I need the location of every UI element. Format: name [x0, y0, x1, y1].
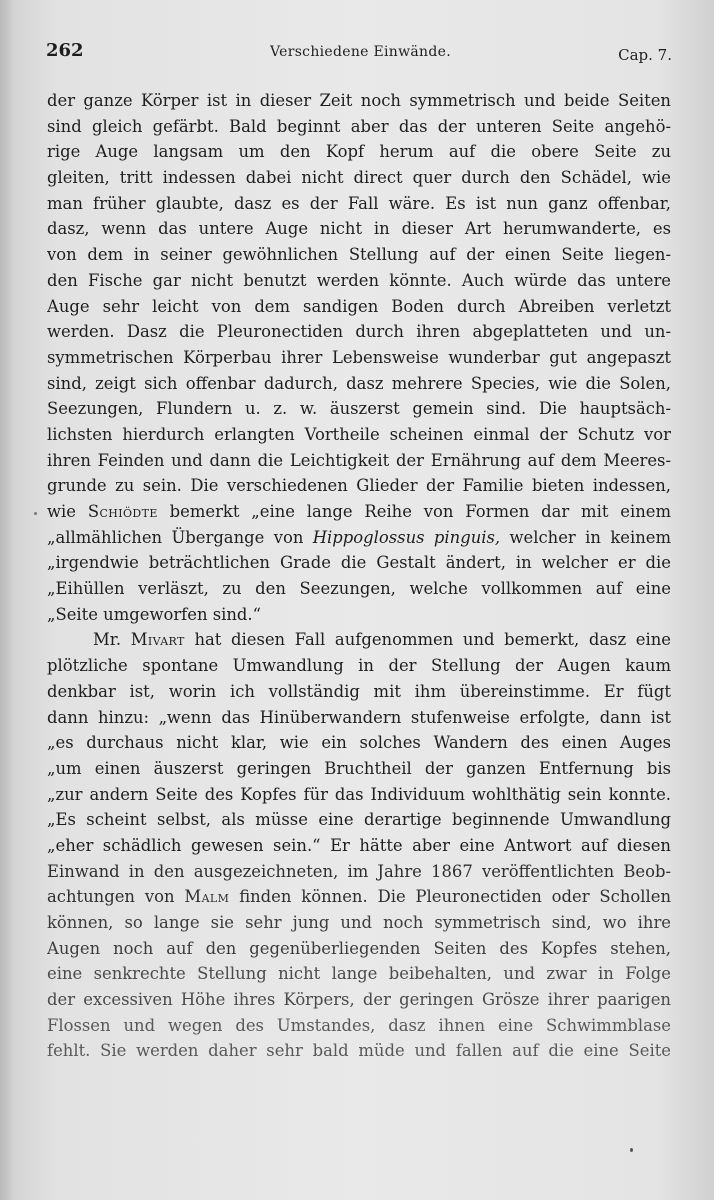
text-line: Auge sehr leicht von dem sandigen Boden durch Abreiben verletzt: [47, 296, 671, 316]
text-span: „allmählichen Übergange von: [47, 527, 313, 547]
page-edge-shadow: [0, 0, 14, 1200]
print-speck: [34, 512, 37, 515]
text-line: [47, 884, 671, 910]
text-line: grunde zu sein. Die verschiedenen Glieder der Familie bieten indessen,: [47, 476, 671, 496]
text-line: sind gleich gefärbt. Bald beginnt aber das der unteren Seite angehö-: [47, 116, 671, 136]
text-span: hat diesen Fall aufgenommen und bemerkt, dasz eine: [184, 630, 671, 650]
text-line: „Es scheint selbst, als müsse eine derartige beginnende Umwandlung: [47, 810, 671, 830]
text-line: „Seite umgeworfen sind.“: [47, 604, 262, 624]
text-line: den Fische gar nicht benutzt werden könnte. Auch würde das untere: [47, 270, 671, 290]
text-line: rige Auge langsam um den Kopf herum auf die obere Seite zu: [47, 142, 671, 162]
text-span: achtungen von: [47, 887, 185, 907]
text-line: der ganze Körper ist in dieser Zeit noch symmetrisch und beide Seiten: [47, 91, 671, 110]
page-body: [47, 88, 671, 1064]
author-name: Schiödte: [87, 502, 158, 521]
text-line: Seezungen, Flundern u. z. w. äuszerst gemein sind. Die hauptsäch-: [47, 399, 671, 419]
text-line: „zur andern Seite des Kopfes für das Individuum wohlthätig sein konnte.: [47, 784, 671, 804]
text-line: [47, 525, 671, 551]
text-line: der excessiven Höhe ihres Körpers, der geringen Grösze ihrer paarigen: [47, 990, 671, 1010]
text-line: dasz, wenn das untere Auge nicht in dieser Art herumwanderte, es: [47, 219, 671, 239]
print-speck: [630, 1148, 633, 1152]
text-line: Flossen und wegen des Umstandes, dasz ihnen eine Schwimmblase: [47, 1015, 671, 1035]
text-line: symmetrischen Körperbau ihrer Lebensweise wunderbar gut angepaszt: [47, 347, 671, 367]
text-line: von dem in seiner gewöhnlichen Stellung auf der einen Seite liegen-: [47, 245, 671, 265]
page-header: [46, 40, 676, 70]
text-line: Einwand in den ausgezeichneten, im Jahre 1867 veröffentlichten Beob-: [47, 861, 671, 881]
text-line: werden. Dasz die Pleuronectiden durch ihren abgeplatteten und un-: [47, 322, 671, 342]
text-line: „eher schädlich gewesen sein.“ Er hätte aber eine Antwort auf diesen: [47, 835, 671, 855]
species-name: Hippoglossus pinguis,: [312, 527, 501, 547]
author-name: Mivart: [130, 630, 185, 650]
text-span: finden können. Die Pleuronectiden oder Schollen: [229, 887, 671, 907]
text-line: eine senkrechte Stellung nicht lange beibehalten, und zwar in Folge: [47, 964, 671, 984]
text-span: bemerkt „eine lange Reihe von Formen dar mit einem: [157, 502, 671, 521]
text-span: welcher in keinem: [500, 527, 671, 547]
text-line: dann hinzu: „wenn das Hinüberwandern stufenweise erfolgte, dann ist: [47, 707, 671, 727]
text-line: „es durchaus nicht klar, wie ein solches Wandern des einen Auges: [47, 733, 671, 753]
chapter-label: Cap. 7.: [618, 46, 672, 64]
text-line: sind, zeigt sich offenbar dadurch, dasz mehrere Species, wie die Solen,: [47, 373, 671, 393]
text-line: können, so lange sie sehr jung und noch symmetrisch sind, wo ihre: [47, 913, 671, 932]
text-line: fehlt. Sie werden daher sehr bald müde und fallen auf die eine Seite: [47, 1041, 671, 1061]
author-name: Malm: [184, 887, 230, 907]
text-line: Augen noch auf den gegenüberliegenden Seiten des Kopfes stehen,: [47, 938, 671, 958]
text-line: man früher glaubte, dasz es der Fall wäre. Es ist nun ganz offenbar,: [47, 193, 671, 213]
running-title: Verschiedene Einwände.: [270, 44, 451, 60]
text-line: denkbar ist, worin ich vollständig mit ihm übereinstimme. Er fügt: [47, 681, 671, 701]
text-span: Mr.: [93, 630, 131, 650]
text-line: ihren Feinden und dann die Leichtigkeit der Ernährung auf dem Meeres-: [47, 450, 671, 470]
text-line: [47, 627, 671, 653]
text-line: [47, 499, 671, 525]
text-line: „Eihüllen verläszt, zu den Seezungen, welche vollkommen auf eine: [47, 579, 671, 599]
text-line: „um einen äuszerst geringen Bruchtheil der ganzen Entfernung bis: [47, 758, 671, 778]
text-span: wie: [47, 502, 88, 521]
text-line: gleiten, tritt indessen dabei nicht direct quer durch den Schädel, wie: [47, 168, 671, 188]
page-number: 262: [46, 40, 84, 61]
text-line: plötzliche spontane Umwandlung in der Stellung der Augen kaum: [47, 656, 671, 676]
text-line: lichsten hierdurch erlangten Vortheile scheinen einmal der Schutz vor: [47, 424, 671, 444]
text-line: „irgendwie beträchtlichen Grade die Gestalt ändert, in welcher er die: [47, 553, 671, 573]
